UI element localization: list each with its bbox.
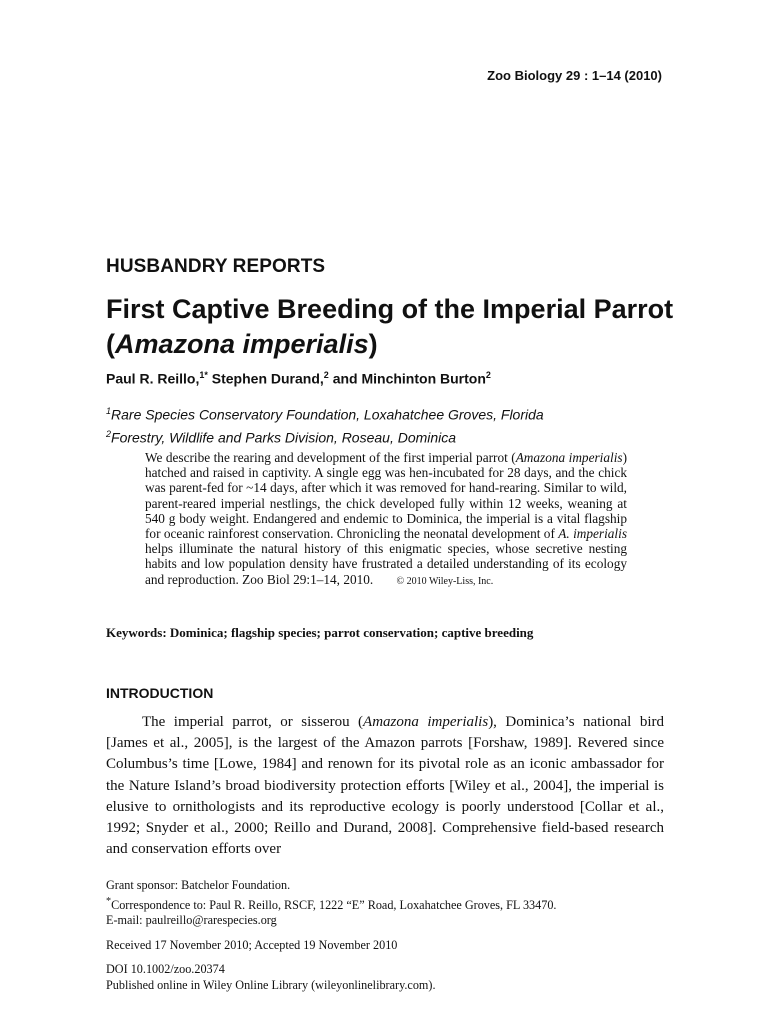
keywords-label: Keywords:	[106, 625, 167, 640]
title-closing: )	[368, 329, 378, 359]
correspondence-text: Correspondence to: Paul R. Reillo, RSCF, 1222 “E” Road, Loxahatchee Groves, FL 33470.	[111, 897, 557, 912]
published-online-line: Published online in Wiley Online Library (wileyonlinelibrary.com).	[106, 977, 436, 992]
author-affiliation-mark: 2	[323, 370, 329, 380]
affiliation-mark: 1	[106, 406, 112, 416]
abstract	[145, 450, 627, 589]
grant-sponsor: Grant sponsor: Batchelor Foundation.	[106, 878, 291, 892]
abstract-text: ) hatched and raised in captivity. A single egg was hen-incubated for 28 days, and the chick was parent-fed for ~14 days, after which it was removed for hand-rearing. Similar to wild, parent-reared imperial nestlings, the chick developed fully within 12 weeks, weaning at 540 g body weight. Endangered and endemic to Dominica, the imperial is a vital flagship for oceanic rainforest conservation. Chronicling the neonatal development of	[145, 450, 628, 542]
journal-reference: Zoo Biology 29 : 1–14 (2010)	[487, 68, 662, 83]
title-species-name: Amazona imperialis	[115, 329, 369, 359]
affiliation-text: Rare Species Conservatory Foundation, Loxahatchee Groves, Florida	[111, 406, 544, 423]
correspondence-note	[106, 894, 666, 914]
affiliation-text: Forestry, Wildlife and Parks Division, Roseau, Dominica	[111, 429, 457, 446]
doi-line: DOI 10.1002/zoo.20374	[106, 962, 225, 977]
author-name: and Minchinton Burton	[332, 370, 486, 387]
received-accepted-dates: Received 17 November 2010; Accepted 19 November 2010	[106, 937, 398, 952]
introduction-paragraph	[106, 712, 664, 860]
footnote-spacer	[106, 953, 666, 962]
author-name: Paul R. Reillo,	[106, 370, 200, 387]
article-title	[106, 292, 686, 362]
introduction-heading: INTRODUCTION	[106, 685, 214, 701]
intro-species-name: Amazona imperialis	[363, 714, 489, 730]
keywords-text: Dominica; flagship species; parrot conservation; captive breeding	[169, 625, 534, 640]
section-type-heading: HUSBANDRY REPORTS	[106, 256, 326, 277]
correspondence-mark: *	[106, 895, 112, 907]
email-line: E-mail: paulreillo@rarespecies.org	[106, 913, 277, 928]
intro-text: ), Dominica’s national bird [James et al., 2005], is the largest of the Amazon parrots [Forshaw, 1989]. Revered since Columbus’s time [Lowe, 1984] and renown for its pivotal role as an iconic ambassador for the Nature Island’s broad biodiversity protection efforts [Wiley et al., 2004], the imperial is elusive to ornithologists and its reproductive ecology is poorly understood [Collar et al., 1992; Snyder et al., 2000; Reillo and Durand, 2008]. Comprehensive field-based research and conservation efforts over	[106, 714, 664, 858]
title-text: First Captive Breeding of the Imperial Parrot (	[106, 294, 674, 359]
intro-text: The imperial parrot, or sisserou (	[142, 714, 364, 730]
author-name: Stephen Durand,	[211, 370, 324, 387]
affiliation-item	[106, 425, 544, 448]
affiliation-mark: 2	[106, 428, 112, 439]
author-list	[106, 370, 491, 387]
abstract-species-abbrev: A. imperialis	[558, 526, 627, 542]
copyright-notice: © 2010 Wiley-Liss, Inc.	[396, 575, 494, 587]
author-affiliation-mark: 2	[485, 370, 491, 380]
abstract-text: We describe the rearing and development of the first imperial parrot (	[145, 450, 516, 465]
footnote-spacer	[106, 929, 666, 938]
affiliation-list	[106, 402, 544, 447]
abstract-species-name: Amazona imperialis	[515, 450, 623, 465]
abstract-text: helps illuminate the natural history of this enigmatic species, whose secretive nesting habits and low population density have frustrated a detailed understanding of its ecology and reproduction. Zoo Biol 29:1–14, 2010.	[145, 541, 627, 587]
author-affiliation-mark: 1*	[199, 370, 208, 380]
keywords-line	[106, 625, 533, 641]
footnotes	[106, 878, 666, 993]
affiliation-item	[106, 402, 544, 425]
